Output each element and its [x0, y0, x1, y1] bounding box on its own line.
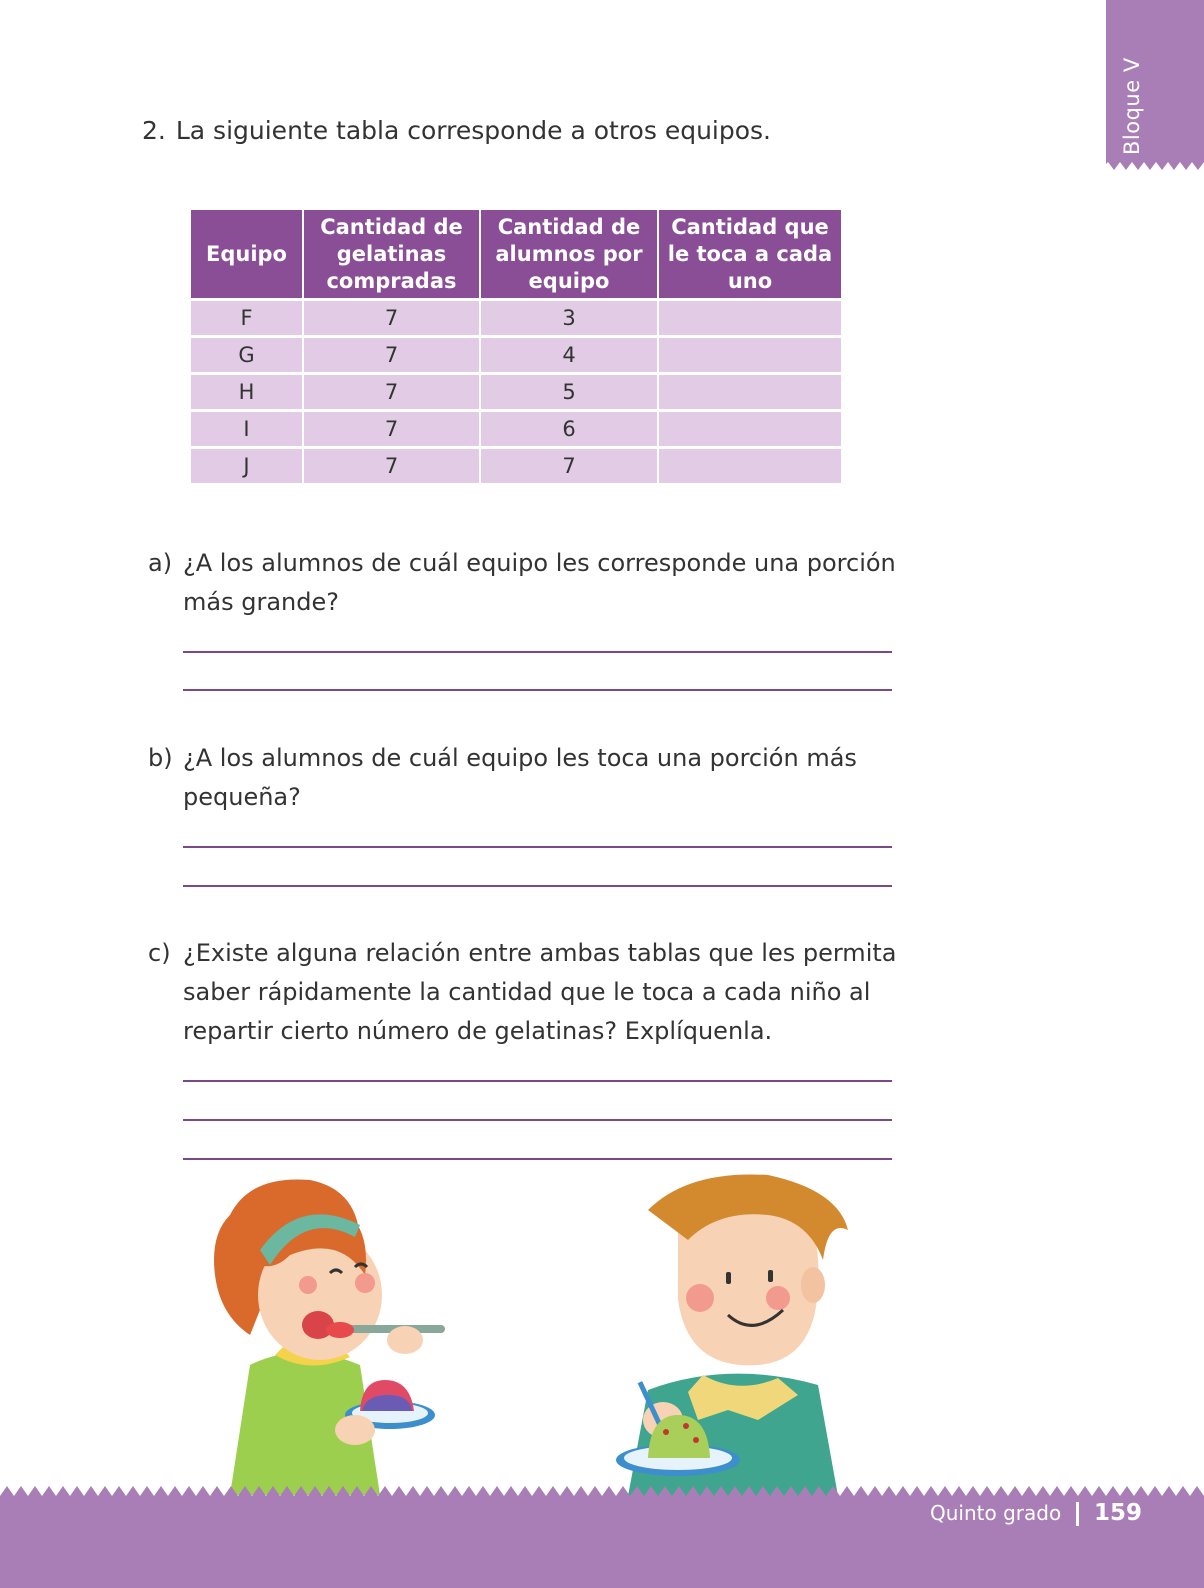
cell-answer[interactable]: [658, 374, 841, 411]
cell-equipo: H: [191, 374, 303, 411]
answer-line[interactable]: [183, 1158, 892, 1160]
answer-line[interactable]: [183, 846, 892, 848]
exercise-text: La siguiente tabla corresponde a otros equipos.: [175, 116, 772, 145]
cell-alumnos: 4: [480, 337, 658, 374]
footer-grade: Quinto grado: [930, 1501, 1062, 1525]
cell-answer[interactable]: [658, 300, 841, 337]
cell-gelatinas: 7: [303, 411, 480, 448]
header-alumnos: Cantidad de alumnos por equipo: [480, 210, 658, 300]
question-text: ¿A los alumnos de cuál equipo les corresponde una porción más grande?: [183, 549, 896, 616]
header-cantidad: Cantidad que le toca a cada uno: [658, 210, 841, 300]
answer-line[interactable]: [183, 689, 892, 691]
table-row: [191, 448, 841, 484]
footer-separator: [1076, 1502, 1079, 1526]
bloque-label: Bloque V: [1120, 57, 1144, 155]
cell-alumnos: 5: [480, 374, 658, 411]
cell-equipo: J: [191, 448, 303, 484]
table-row: [191, 374, 841, 411]
header-gelatinas: Cantidad de gelatinas compradas: [303, 210, 480, 300]
exercise-intro: [142, 116, 771, 145]
cell-answer[interactable]: [658, 337, 841, 374]
cell-equipo: I: [191, 411, 303, 448]
question-label: a): [148, 549, 173, 577]
answer-line[interactable]: [183, 1119, 892, 1121]
cell-answer[interactable]: [658, 411, 841, 448]
cell-gelatinas: 7: [303, 448, 480, 484]
cell-equipo: G: [191, 337, 303, 374]
question-a: [148, 544, 908, 622]
table-row: [191, 337, 841, 374]
question-text: ¿A los alumnos de cuál equipo les toca una porción más pequeña?: [183, 744, 857, 811]
tab-zigzag-edge: [1106, 160, 1204, 172]
exercise-number: 2.: [142, 116, 166, 145]
boy-eating-illustration: [608, 1170, 858, 1496]
cell-alumnos: 6: [480, 411, 658, 448]
question-label: b): [148, 744, 173, 772]
answer-line[interactable]: [183, 885, 892, 887]
girl-eating-illustration: [190, 1175, 460, 1495]
cell-answer[interactable]: [658, 448, 841, 484]
teams-table: [191, 210, 841, 483]
header-equipo: Equipo: [191, 210, 303, 300]
table-row: [191, 300, 841, 337]
cell-alumnos: 7: [480, 448, 658, 484]
cell-alumnos: 3: [480, 300, 658, 337]
cell-gelatinas: 7: [303, 337, 480, 374]
question-b: [148, 739, 908, 817]
answer-line[interactable]: [183, 651, 892, 653]
page-number: 159: [1094, 1500, 1143, 1526]
question-label: c): [148, 939, 171, 967]
cell-equipo: F: [191, 300, 303, 337]
answer-line[interactable]: [183, 1080, 892, 1082]
table-row: [191, 411, 841, 448]
cell-gelatinas: 7: [303, 374, 480, 411]
question-c: [148, 934, 908, 1051]
question-text: ¿Existe alguna relación entre ambas tablas que les permita saber rápidamente la cantidad que le toca a cada niño al repartir cierto número de gelatinas? Explíquenla.: [183, 939, 897, 1045]
cell-gelatinas: 7: [303, 300, 480, 337]
